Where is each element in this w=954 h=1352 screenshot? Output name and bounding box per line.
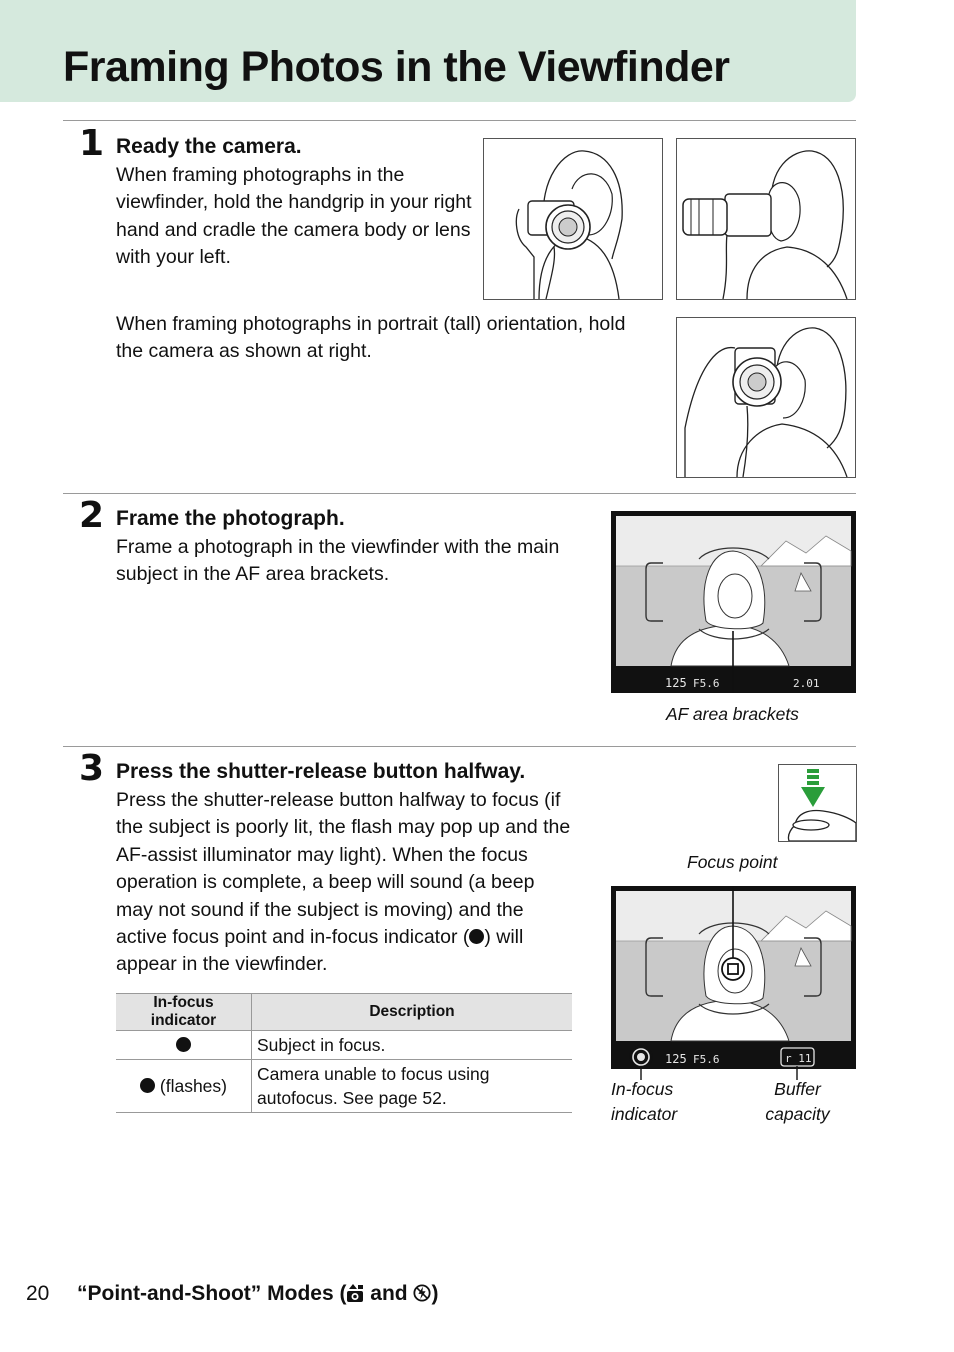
caption-focus-point: Focus point (687, 852, 778, 872)
section-divider (63, 493, 856, 494)
step-3-paragraph (116, 787, 571, 979)
caption-af-area-brackets: AF area brackets (666, 704, 799, 724)
footer-title-suffix: ) (431, 1282, 439, 1305)
step-1-number: 1 (79, 123, 105, 164)
step-2-number: 2 (79, 495, 105, 536)
in-focus-dot-icon (176, 1037, 191, 1052)
page-number: 20 (26, 1282, 50, 1305)
viewfinder-shutter-readout: 125 (665, 1052, 687, 1066)
shutter-half-press-icon (778, 764, 857, 842)
caption-in-focus-indicator: In-focus indicator (611, 1079, 678, 1124)
page-title: Framing Photos in the Viewfinder (63, 43, 730, 91)
step-2-paragraph: Frame a photograph in the viewfinder with the main subject in the AF area brackets. (116, 536, 560, 586)
viewfinder-aperture-readout: F5.6 (693, 677, 720, 690)
in-focus-dot-icon (469, 929, 484, 944)
indicator-suffix: (flashes) (155, 1076, 227, 1096)
viewfinder-focus-point (611, 886, 856, 1069)
table-header-indicator: In-focus indicator (116, 994, 252, 1031)
caption-buffer-capacity: Buffer capacity (765, 1079, 830, 1124)
in-focus-dot-icon (140, 1078, 155, 1093)
auto-mode-icon (346, 1283, 364, 1303)
viewfinder-af-area-brackets (611, 511, 856, 693)
footer-title-prefix: “Point-and-Shoot” Modes ( (77, 1282, 347, 1305)
table-cell-description: Camera unable to focus using autofocus. See page 52. (252, 1060, 573, 1113)
table-header-row (116, 994, 572, 1031)
step-3-number: 3 (79, 748, 105, 789)
illustration-hold-camera-portrait (676, 317, 856, 478)
section-divider (63, 746, 856, 747)
illustration-hold-camera-side (676, 138, 856, 300)
flash-off-mode-icon (413, 1283, 431, 1303)
step-2-title: Frame the photograph. (116, 507, 345, 530)
table-header-description: Description (252, 994, 573, 1031)
step-3-paragraph-text-2: ) will appear in the viewfinder. (116, 926, 524, 976)
viewfinder-count-readout: 2.01 (793, 677, 820, 690)
viewfinder-shutter-readout: 125 (665, 676, 687, 690)
table-row (116, 1060, 572, 1113)
table-row (116, 1031, 572, 1060)
step-1-title: Ready the camera. (116, 135, 302, 158)
footer-section-title (77, 1282, 438, 1306)
viewfinder-buffer-readout: r 11 (785, 1052, 812, 1065)
table-cell-description: Subject in focus. (252, 1031, 573, 1060)
viewfinder-aperture-readout: F5.6 (693, 1053, 720, 1066)
section-divider (63, 120, 856, 121)
step-1-paragraph-2: When framing photographs in portrait (tall) orientation, hold the camera as shown at right. (116, 313, 626, 363)
step-3-title: Press the shutter-release button halfway. (116, 760, 526, 783)
step-1-paragraph-1: When framing photographs in the viewfinder, hold the handgrip in your right hand and cradle the camera body or lens with your left. (116, 164, 472, 269)
in-focus-indicator-table (116, 993, 572, 1113)
step-3-paragraph-text-1: Press the shutter-release button halfway to focus (if the subject is poorly lit, the flash may pop up and the AF-assist illuminator may light). When the focus operation is complete, a beep will sound (a beep may not sound if the subject is moving) and the active focus point and in-focus indicator ( (116, 789, 571, 949)
footer-title-and: and (364, 1282, 414, 1305)
illustration-hold-camera-front (483, 138, 663, 300)
table-cell-indicator (116, 1060, 252, 1113)
table-cell-indicator (116, 1031, 252, 1060)
